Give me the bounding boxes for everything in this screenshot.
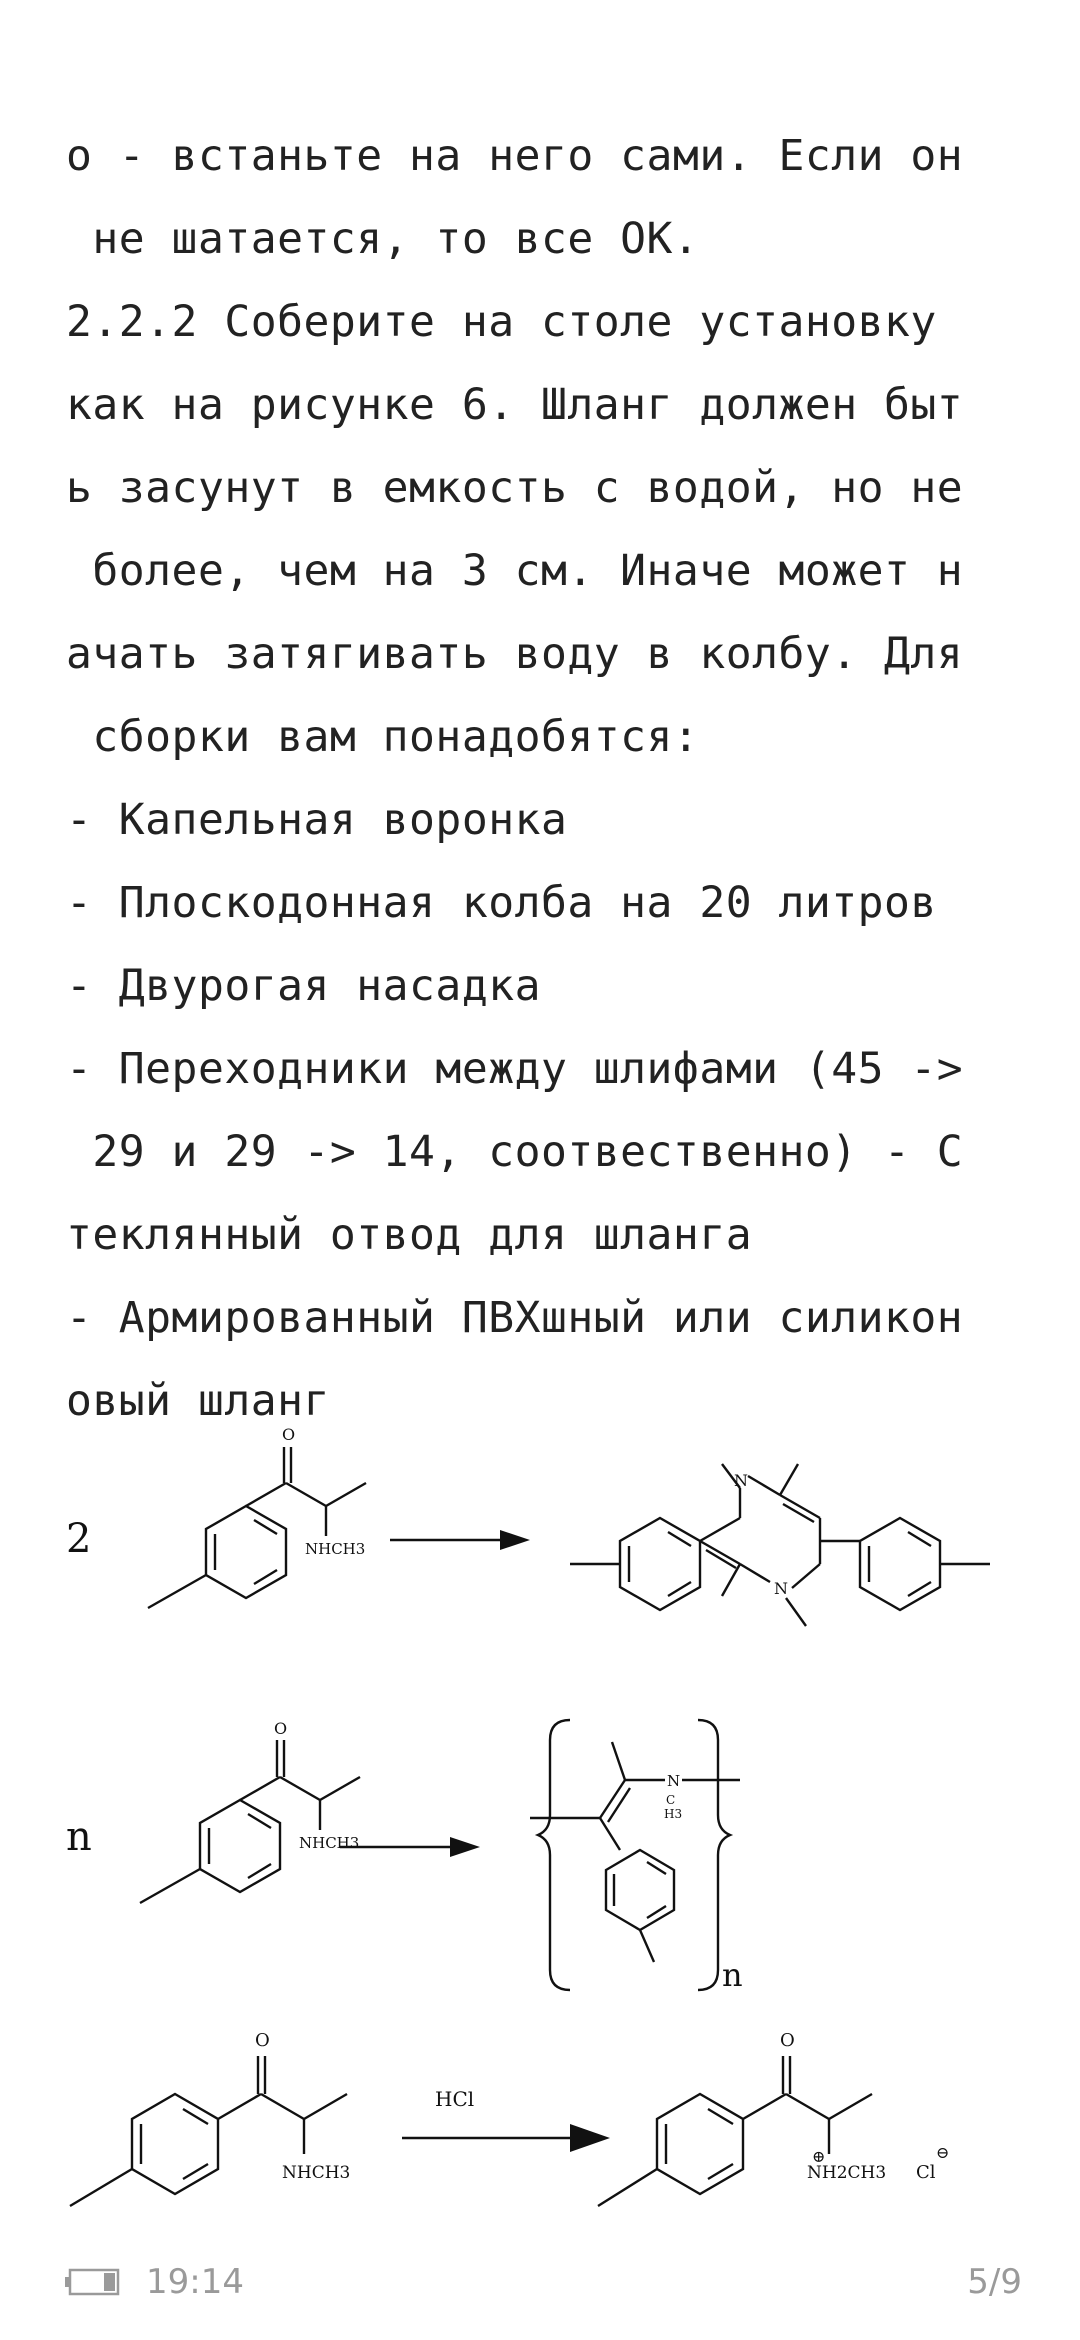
chloride-label: Cl: [916, 2162, 936, 2183]
text-line: ь засунут в емкость с водой, но не: [66, 463, 964, 513]
text-line: сборки вам понадобятся:: [66, 712, 700, 762]
list-item: - Армированный ПВХшный или силикон: [66, 1293, 964, 1343]
amine-label: NHCH3: [282, 2163, 351, 2183]
ammonium-label: NH2CH3: [807, 2163, 887, 2183]
carbonyl-oxygen-label: O: [780, 2030, 795, 2051]
reaction-dimerization-figure: [50, 1425, 1030, 1660]
text-line: 2.2.2 Соберите на столе установку: [66, 297, 937, 347]
carbonyl-oxygen-label: O: [255, 2030, 270, 2051]
negative-charge-icon: ⊖: [936, 2143, 950, 2162]
polymer-subscript-label: n: [722, 1956, 743, 1994]
positive-charge-icon: ⊕: [812, 2147, 826, 2166]
amine-label: NHCH3: [305, 1540, 366, 1558]
ring-nitrogen-label: N: [774, 1579, 788, 1598]
list-item: - Капельная воронка: [66, 795, 568, 845]
reagent-label: HCl: [435, 2087, 475, 2111]
text-line: овый шланг: [66, 1376, 330, 1426]
polymer-carbon-label: C: [666, 1793, 676, 1807]
clock-time: 19:14: [146, 2262, 244, 2302]
reaction-arrow-icon: [570, 2124, 610, 2152]
reader-status-bar: [0, 2256, 1080, 2316]
page-indicator: 5/9: [967, 2262, 1022, 2302]
coefficient-label: n: [66, 1814, 92, 1860]
text-line: ачать затягивать воду в колбу. Для: [66, 629, 964, 679]
text-line: 29 и 29 -> 14, соотвественно) - С: [66, 1127, 964, 1177]
polymer-nitrogen-label: N: [667, 1772, 681, 1790]
text-line: теклянный отвод для шланга: [66, 1210, 753, 1260]
battery-icon: [64, 2268, 120, 2296]
amine-label: NHCH3: [299, 1834, 360, 1852]
text-line: не шатается, то все ОК.: [66, 214, 700, 264]
carbonyl-oxygen-label: O: [274, 1719, 288, 1738]
reaction-arrow-icon: [450, 1837, 480, 1857]
list-item: - Двурогая насадка: [66, 961, 541, 1011]
polymer-methyl-label: H3: [664, 1807, 683, 1821]
reaction-hydrochloride-figure: [50, 2006, 1030, 2236]
text-line: как на рисунке 6. Шланг должен быт: [66, 380, 964, 430]
document-text: [66, 115, 1026, 1443]
text-line: более, чем на 3 см. Иначе может н: [66, 546, 964, 596]
text-line: о - встаньте на него сами. Если он: [66, 131, 964, 181]
ring-nitrogen-label: N: [734, 1471, 748, 1490]
list-item: - Плоскодонная колба на 20 литров: [66, 878, 937, 928]
carbonyl-oxygen-label: O: [282, 1425, 296, 1444]
reaction-polymerization-figure: [50, 1700, 1030, 1994]
reaction-arrow-icon: [500, 1530, 530, 1550]
coefficient-label: 2: [66, 1516, 92, 1562]
list-item: - Переходники между шлифами (45 ->: [66, 1044, 964, 1094]
